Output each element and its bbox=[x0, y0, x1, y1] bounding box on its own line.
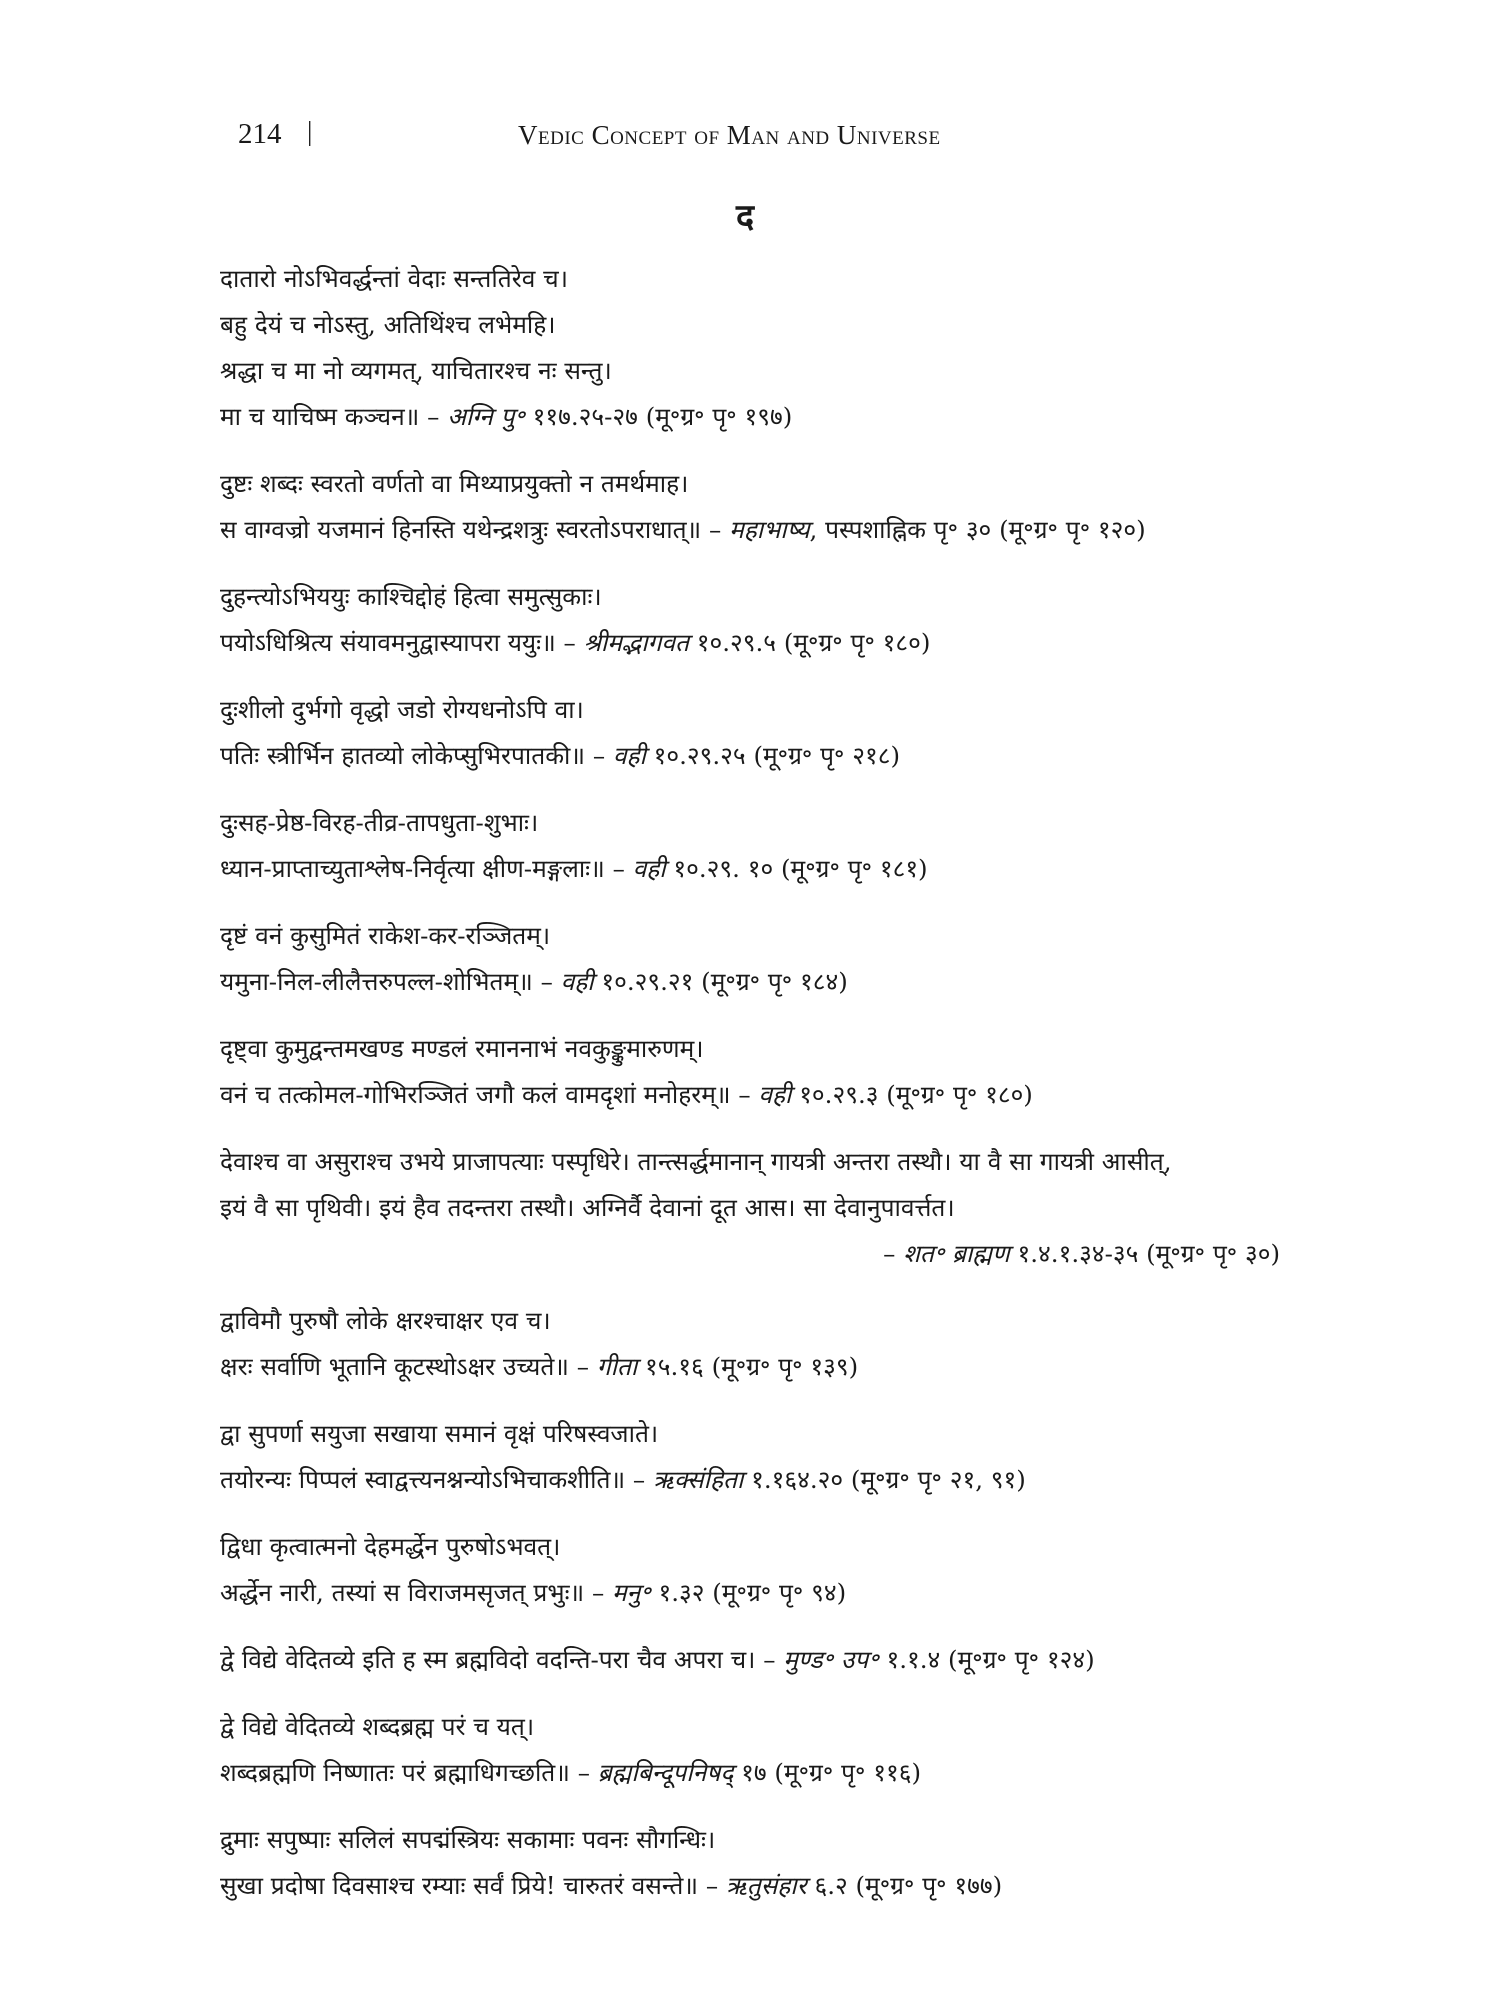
source-reference: १.३२ (मू॰ग्र॰ पृ॰ ९४) bbox=[650, 1578, 847, 1607]
quotation-line bbox=[220, 1817, 1280, 1863]
verse-text: मा च याचिष्म कञ्चन॥ – bbox=[220, 402, 448, 431]
verse-text: दृष्टं वनं कुसुमितं राकेश-कर-रञ्जितम्। bbox=[220, 921, 551, 950]
verse-text: इयं वै सा पृथिवी। इयं हैव तदन्तरा तस्थौ। अग्निर्वै देवानां दूत आस। सा देवानुपावर्त्तत। bbox=[220, 1193, 955, 1222]
verse-text: – bbox=[883, 1239, 904, 1268]
quotation-line bbox=[220, 394, 1280, 440]
quotation-line bbox=[220, 1231, 1280, 1277]
quotation-line bbox=[220, 1298, 1280, 1344]
source-reference: १०.२९.२५ (मू॰ग्र॰ पृ॰ २१८) bbox=[645, 741, 901, 770]
source-reference: ६.२ (मू॰ग्र॰ पृ॰ १७७) bbox=[806, 1871, 1003, 1900]
verse-text: ध्यान-प्राप्ताच्युताश्लेष-निर्वृत्या क्षीण-मङ्गलाः॥ – bbox=[220, 854, 633, 883]
quotation-line bbox=[220, 1026, 1280, 1072]
source-reference: १०.२९. १० (मू॰ग्र॰ पृ॰ १८१) bbox=[665, 854, 928, 883]
verse-text: दुःसह-प्रेष्ठ-विरह-तीव्र-तापधुता-शुभाः। bbox=[220, 808, 539, 837]
source-title: मुण्ड॰ उप॰ bbox=[783, 1645, 879, 1674]
verse-text: दुहन्त्योऽभिययुः काश्चिद्दोहं हित्वा समुत्सुकाः। bbox=[220, 582, 602, 611]
verse-text: वनं च तत्कोमल-गोभिरञ्जितं जगौ कलं वामदृशां मनोहरम्॥ – bbox=[220, 1080, 759, 1109]
quotation-line bbox=[220, 959, 1280, 1005]
quotation-line bbox=[220, 302, 1280, 348]
quotation-line bbox=[220, 800, 1280, 846]
quotation-line bbox=[220, 1637, 1280, 1683]
source-reference: १७ (मू॰ग्र॰ पृ॰ ११६) bbox=[733, 1758, 922, 1787]
quotation-line bbox=[220, 507, 1280, 553]
quotation-line bbox=[220, 1185, 1280, 1231]
source-title: गीता bbox=[596, 1352, 638, 1381]
source-title: वही bbox=[612, 741, 646, 770]
source-reference: १०.२९.३ (मू॰ग्र॰ पृ॰ १८०) bbox=[791, 1080, 1033, 1109]
verse-text: तयोरन्यः पिप्पलं स्वाद्वत्त्यनश्नन्योऽभिचाकशीति॥ – bbox=[220, 1465, 653, 1494]
quotation-entry bbox=[220, 1637, 1280, 1683]
quotation-line bbox=[220, 256, 1280, 302]
quotation-line bbox=[220, 913, 1280, 959]
quotation-line bbox=[220, 1344, 1280, 1390]
verse-text: दुष्टः शब्दः स्वरतो वर्णतो वा मिथ्याप्रयुक्तो न तमर्थमाह। bbox=[220, 469, 689, 498]
quotation-entry bbox=[220, 256, 1280, 440]
quotation-line bbox=[220, 687, 1280, 733]
quotation-line bbox=[220, 461, 1280, 507]
source-reference: ११७.२५-२७ (मू॰ग्र॰ पृ॰ १९७) bbox=[524, 402, 793, 431]
source-reference: १०.२९.२१ (मू॰ग्र॰ पृ॰ १८४) bbox=[593, 967, 848, 996]
quotation-line bbox=[220, 348, 1280, 394]
source-title: महाभाष्य bbox=[729, 515, 810, 544]
quotation-entry bbox=[220, 1817, 1280, 1909]
quotation-list bbox=[220, 256, 1280, 1930]
source-reference: १५.१६ (मू॰ग्र॰ पृ॰ १३९) bbox=[637, 1352, 859, 1381]
verse-text: सुखा प्रदोषा दिवसाश्च रम्याः सर्वं प्रिये! चारुतरं वसन्ते॥ – bbox=[220, 1871, 726, 1900]
quotation-entry bbox=[220, 1026, 1280, 1118]
quotation-line bbox=[220, 1524, 1280, 1570]
source-title: वही bbox=[632, 854, 666, 883]
verse-text: द्वे विद्ये वेदितव्ये शब्दब्रह्म परं च यत्। bbox=[220, 1712, 535, 1741]
header-separator: | bbox=[307, 116, 313, 146]
quotation-entry bbox=[220, 574, 1280, 666]
quotation-entry bbox=[220, 913, 1280, 1005]
quotation-entry bbox=[220, 1704, 1280, 1796]
source-title: ब्रह्मबिन्दूपनिषद् bbox=[597, 1758, 734, 1787]
verse-text: क्षरः सर्वाणि भूतानि कूटस्थोऽक्षर उच्यते॥ – bbox=[220, 1352, 597, 1381]
quotation-entry bbox=[220, 1139, 1280, 1277]
verse-text: बहु देयं च नोऽस्तु, अतिथिंश्च लभेमहि। bbox=[220, 310, 556, 339]
quotation-entry bbox=[220, 1524, 1280, 1616]
source-reference: , पस्पशाह्निक पृ॰ ३० (मू॰ग्र॰ पृ॰ १२०) bbox=[809, 515, 1146, 544]
quotation-line bbox=[220, 574, 1280, 620]
source-title: ऋतुसंहार bbox=[725, 1871, 807, 1900]
source-title: शत॰ ब्राह्मण bbox=[903, 1239, 1010, 1268]
verse-text: द्वा सुपर्णा सयुजा सखाया समानं वृक्षं परिषस्वजाते। bbox=[220, 1419, 659, 1448]
quotation-line bbox=[220, 1750, 1280, 1796]
quotation-line bbox=[220, 1072, 1280, 1118]
quotation-line bbox=[220, 1704, 1280, 1750]
verse-text: द्वे विद्ये वेदितव्ये इति ह स्म ब्रह्मविदो वदन्ति-परा चैव अपरा च। – bbox=[220, 1645, 784, 1674]
verse-text: दातारो नोऽभिवर्द्धन्तां वेदाः सन्ततिरेव च। bbox=[220, 264, 568, 293]
quotation-entry bbox=[220, 687, 1280, 779]
page-header bbox=[0, 118, 1500, 158]
source-title: वही bbox=[560, 967, 594, 996]
source-title: ऋक्संहिता bbox=[652, 1465, 744, 1494]
verse-text: स वाग्वज्रो यजमानं हिनस्ति यथेन्द्रशत्रुः स्वरतोऽपराधात्॥ – bbox=[220, 515, 730, 544]
source-title: श्रीमद्भागवत bbox=[583, 628, 689, 657]
quotation-entry bbox=[220, 461, 1280, 553]
source-reference: १.१.४ (मू॰ग्र॰ पृ॰ १२४) bbox=[878, 1645, 1095, 1674]
running-title: Vedic Concept of Man and Universe bbox=[518, 120, 941, 150]
verse-text: द्रुमाः सपुष्पाः सलिलं सपद्मंस्त्रियः सकामाः पवनः सौगन्धिः। bbox=[220, 1825, 716, 1854]
quotation-line bbox=[220, 1457, 1280, 1503]
verse-text: द्वाविमौ पुरुषौ लोके क्षरश्चाक्षर एव च। bbox=[220, 1306, 551, 1335]
verse-text: यमुना-निल-लीलैत्तरुपल्ल-शोभितम्॥ – bbox=[220, 967, 561, 996]
page-number: 214 bbox=[238, 118, 282, 150]
verse-text: पयोऽधिश्रित्य संयावमनुद्वास्यापरा ययुः॥ – bbox=[220, 628, 584, 657]
source-reference: १.४.१.३४-३५ (मू॰ग्र॰ पृ॰ ३०) bbox=[1009, 1239, 1280, 1268]
quotation-entry bbox=[220, 800, 1280, 892]
source-title: मनु॰ bbox=[612, 1578, 651, 1607]
verse-text: दुःशीलो दुर्भगो वृद्धो जडो रोग्यधनोऽपि वा। bbox=[220, 695, 584, 724]
verse-text: अर्द्धेन नारी, तस्यां स विराजमसृजत् प्रभुः॥ – bbox=[220, 1578, 613, 1607]
quotation-line bbox=[220, 1570, 1280, 1616]
verse-text: शब्दब्रह्मणि निष्णातः परं ब्रह्माधिगच्छति॥ – bbox=[220, 1758, 598, 1787]
quotation-entry bbox=[220, 1298, 1280, 1390]
source-title: वही bbox=[758, 1080, 792, 1109]
verse-text: द्विधा कृत्वात्मनो देहमर्द्धेन पुरुषोऽभवत्। bbox=[220, 1532, 561, 1561]
quotation-line bbox=[220, 1139, 1280, 1185]
verse-text: पतिः स्त्रीर्भिन हातव्यो लोकेप्सुभिरपातकी॥ – bbox=[220, 741, 613, 770]
quotation-entry bbox=[220, 1411, 1280, 1503]
verse-text: दृष्ट्वा कुमुद्वन्तमखण्ड मण्डलं रमाननाभं नवकुङ्कुमारुणम्। bbox=[220, 1034, 704, 1063]
quotation-line bbox=[220, 620, 1280, 666]
section-letter: द bbox=[736, 197, 755, 237]
verse-text: श्रद्धा च मा नो व्यगमत्, याचितारश्च नः सन्तु। bbox=[220, 356, 612, 385]
quotation-line bbox=[220, 1411, 1280, 1457]
source-reference: १०.२९.५ (मू॰ग्र॰ पृ॰ १८०) bbox=[688, 628, 931, 657]
quotation-line bbox=[220, 733, 1280, 779]
quotation-line bbox=[220, 846, 1280, 892]
source-reference: १.१६४.२० (मू॰ग्र॰ पृ॰ २१, ९१) bbox=[743, 1465, 1026, 1494]
quotation-line bbox=[220, 1863, 1280, 1909]
source-title: अग्नि पु॰ bbox=[447, 402, 525, 431]
verse-text: देवाश्च वा असुराश्च उभये प्राजापत्याः पस्पृधिरे। तान्त्सर्द्धमानान् गायत्री अन्तरा तस्थौ। या वै सा गायत्री आसीत्, bbox=[220, 1147, 1172, 1176]
